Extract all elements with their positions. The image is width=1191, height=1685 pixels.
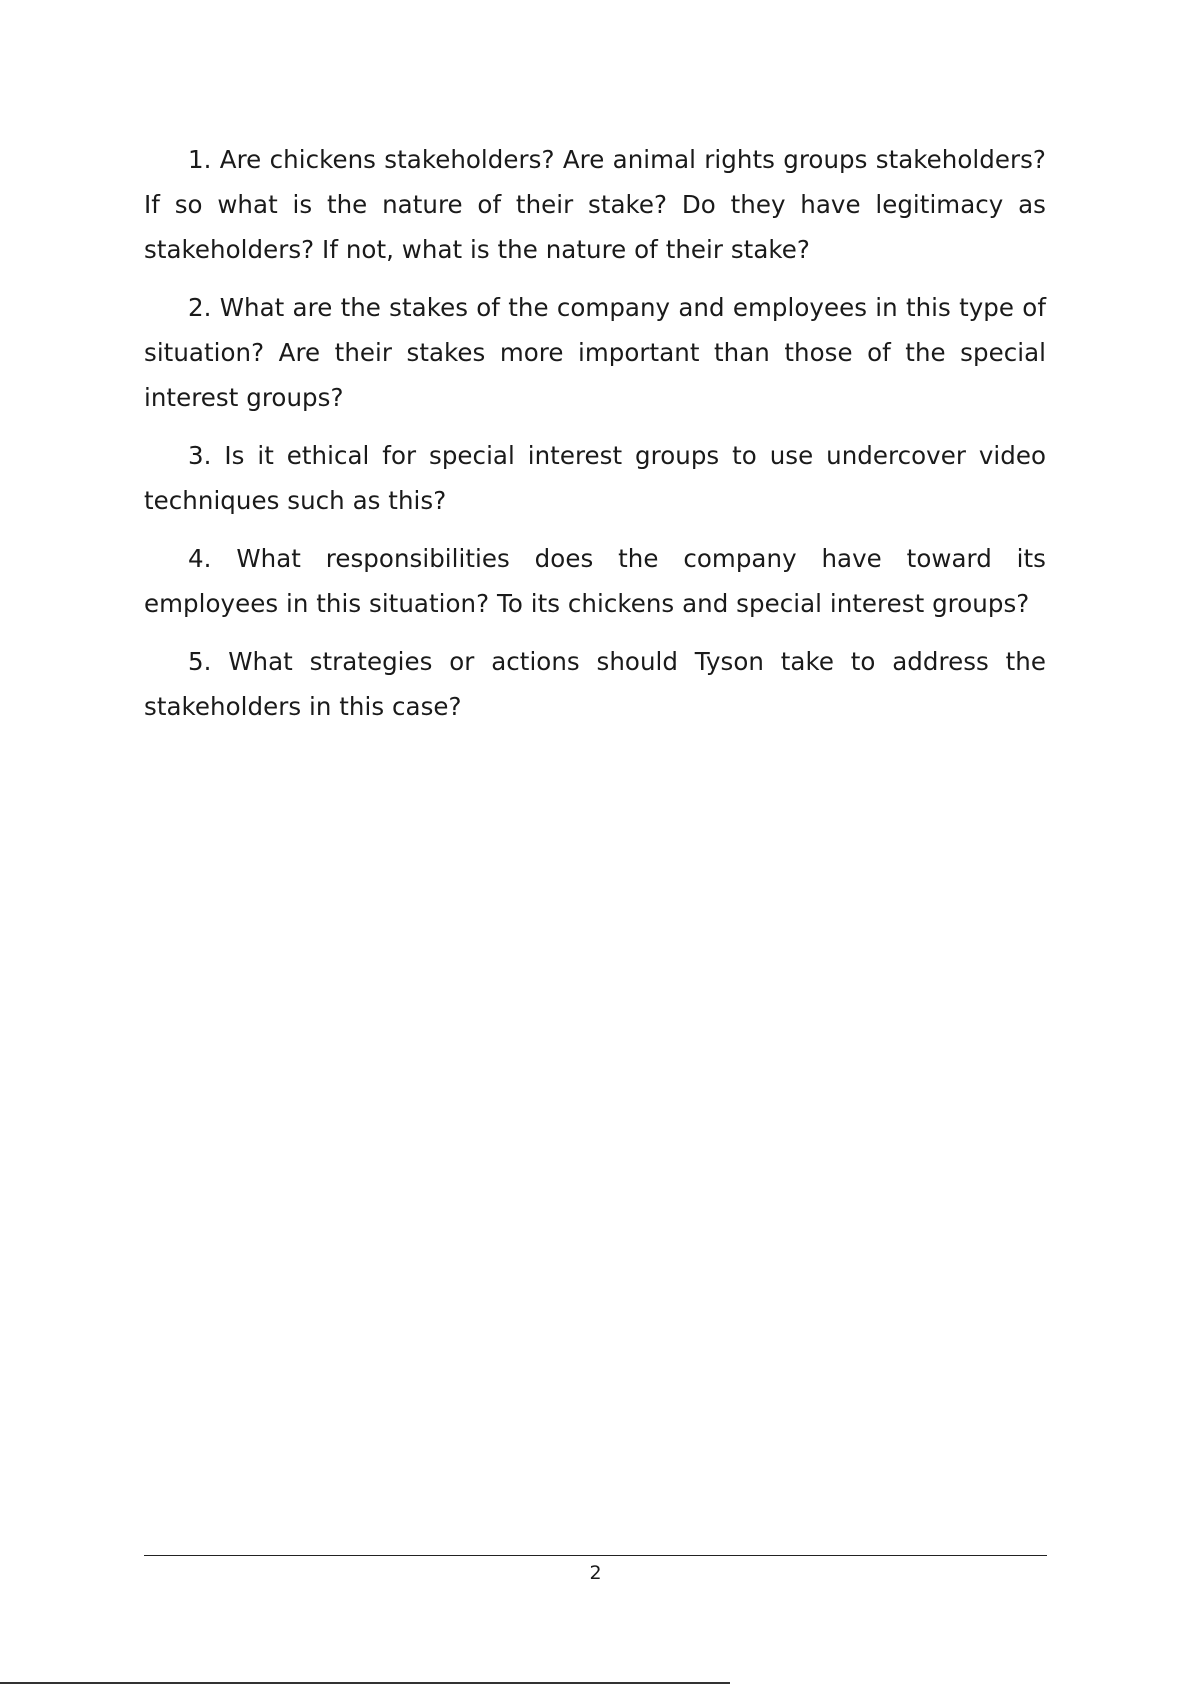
questions-list xyxy=(144,137,1046,742)
question-4: 4. What responsibilities does the company have toward its employees in this situation? To its chickens and special interest groups? xyxy=(144,544,1046,618)
question-5: 5. What strategies or actions should Tyson take to address the stakeholders in this case? xyxy=(144,647,1046,721)
question-2: 2. What are the stakes of the company and employees in this type of situation? Are their stakes more important than those of the special interest groups? xyxy=(144,293,1046,412)
question-3: 3. Is it ethical for special interest groups to use undercover video techniques such as this? xyxy=(144,441,1046,515)
page-number: 2 xyxy=(589,1562,602,1584)
question-1: 1. Are chickens stakeholders? Are animal rights groups stakeholders? If so what is the nature of their stake? Do they have legitimacy as stakeholders? If not, what is the nature of their stake? xyxy=(144,145,1046,264)
footer-divider xyxy=(144,1555,1047,1556)
page-bottom-edge xyxy=(0,1682,730,1684)
